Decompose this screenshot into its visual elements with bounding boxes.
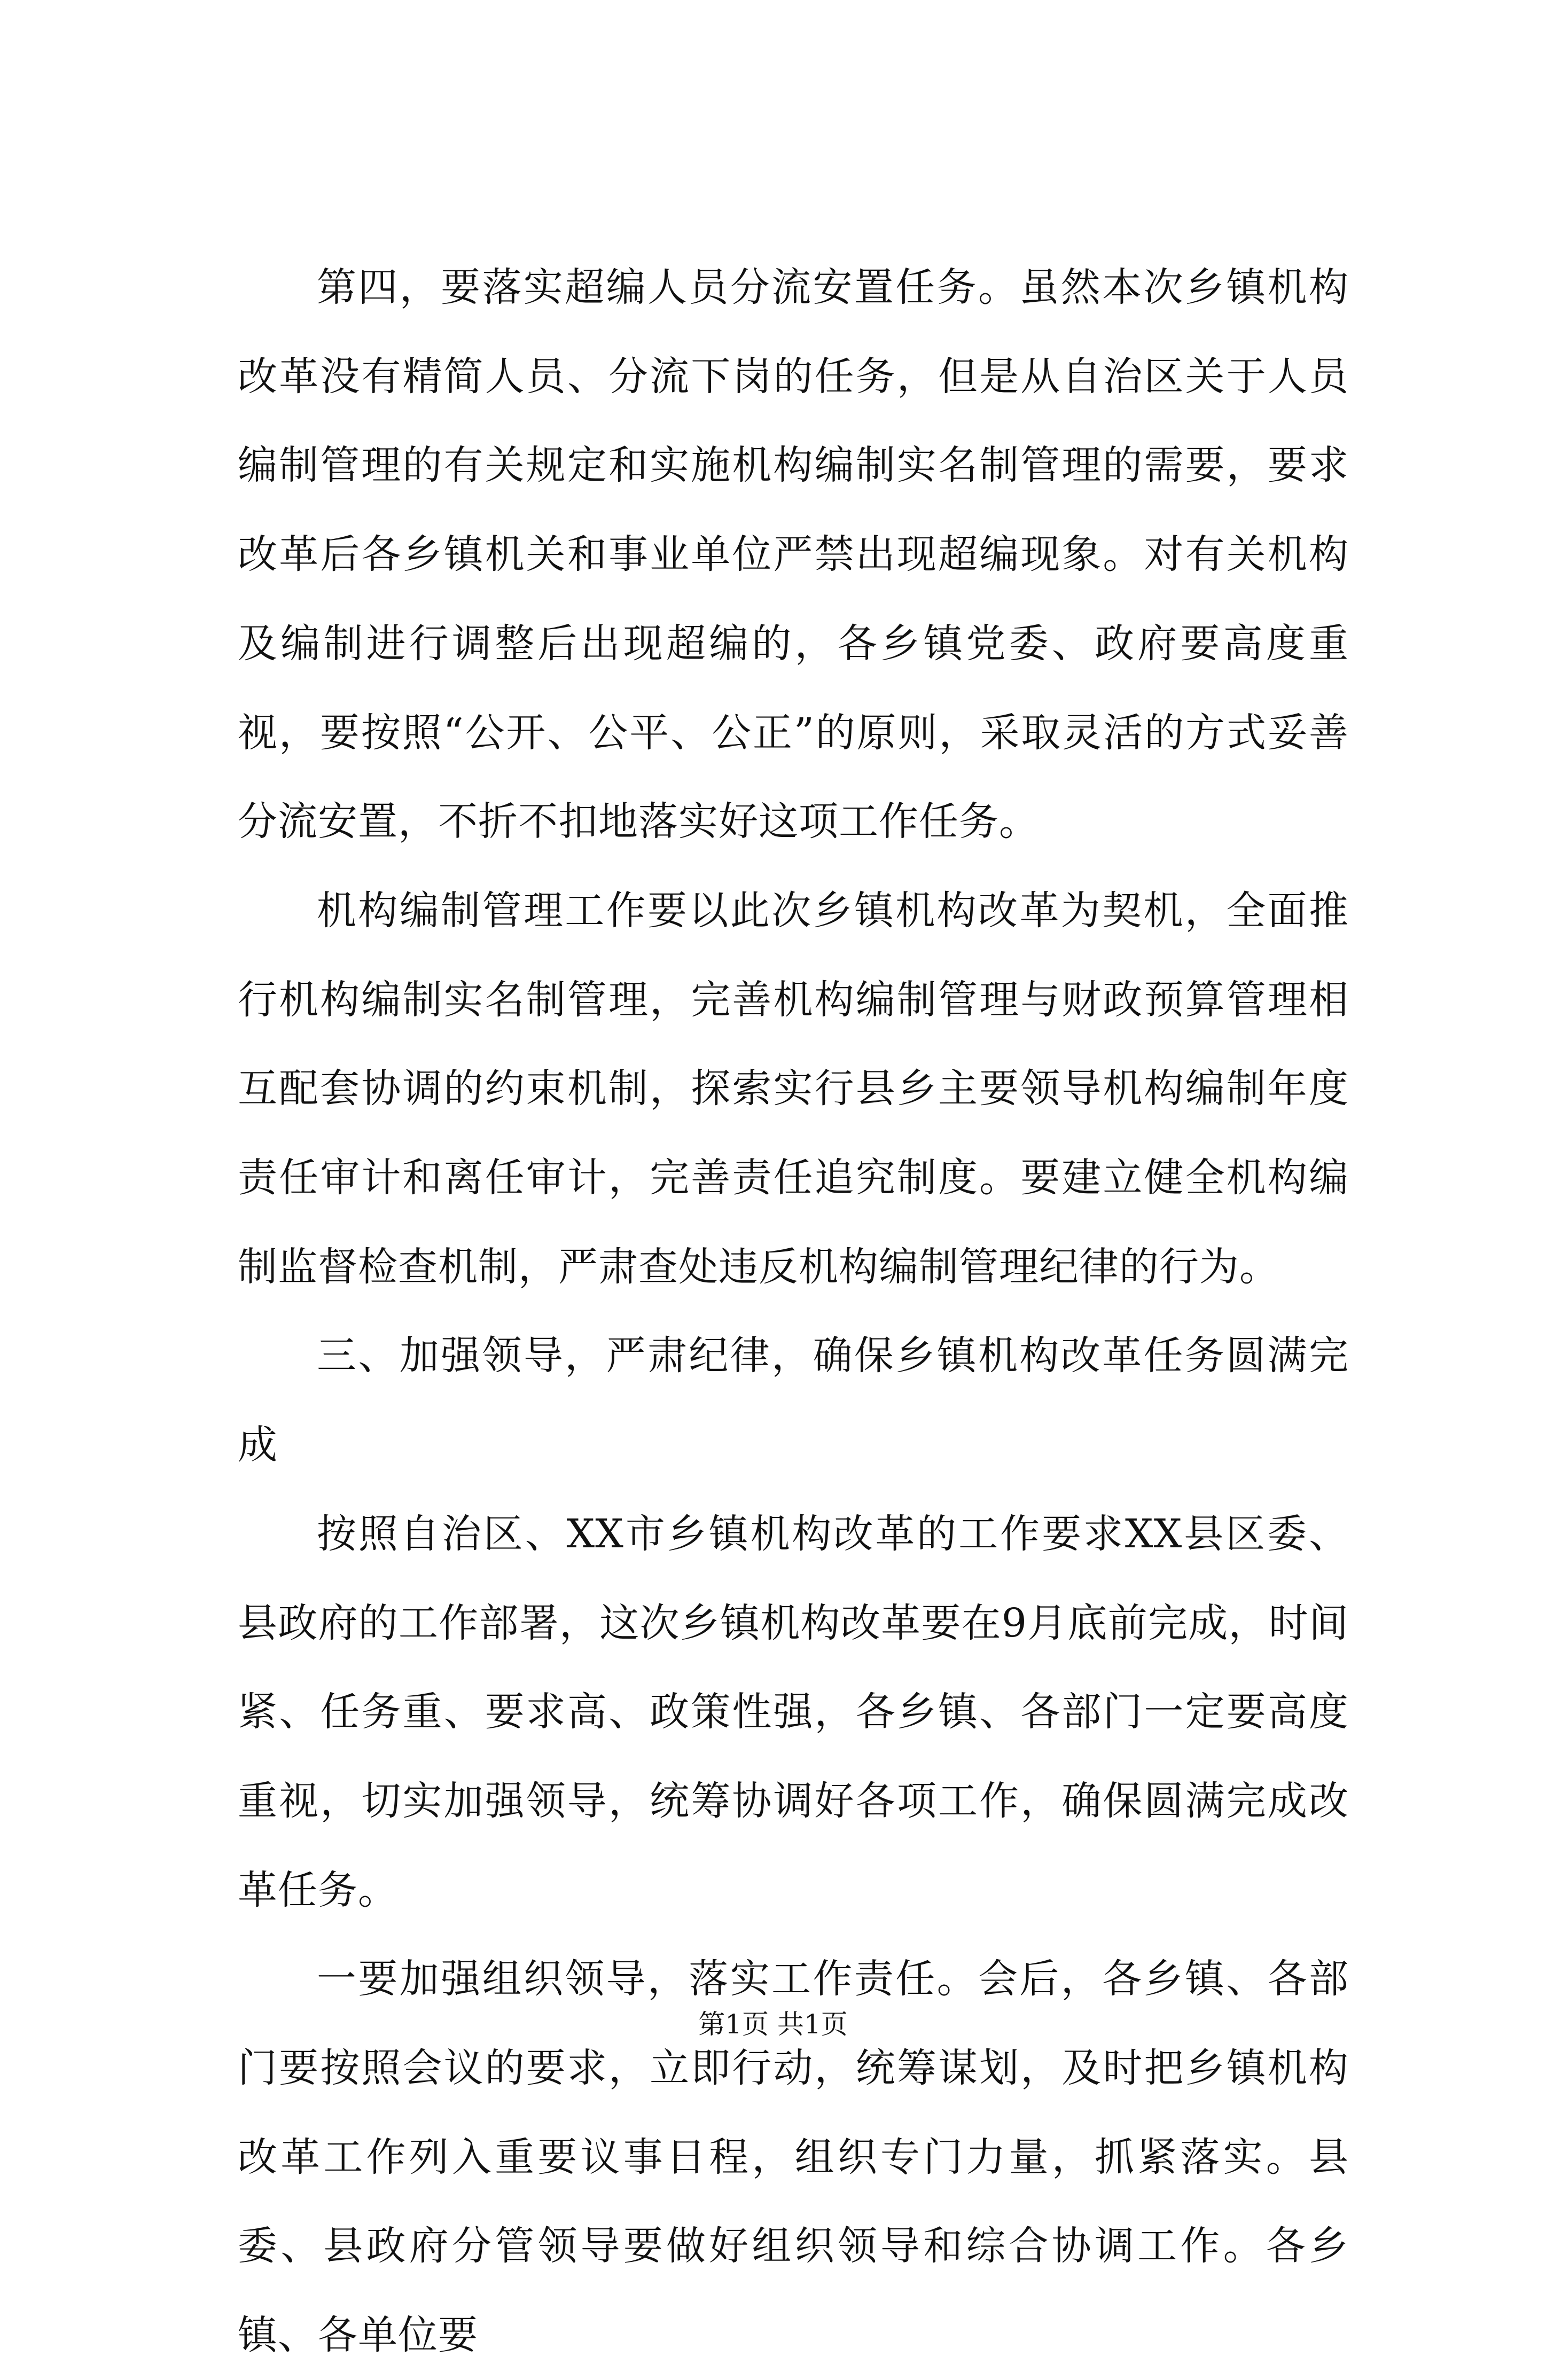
document-body	[238, 243, 1349, 2380]
paragraph-staffing-management: 机构编制管理工作要以此次乡镇机构改革为契机，全面推行机构编制实名制管理，完善机构编制管理与财政预算管理相互配套协调的约束机制，探索实行县乡主要领导机构编制年度责任审计和离任审计，完善责任追究制度。要建立健全机构编制监督检查机制，严肃查处违反机构编制管理纪律的行为。	[238, 887, 1349, 1290]
page-footer: 第1页 共1页	[698, 2009, 848, 2040]
section-heading-leadership: 三、加强领导，严肃纪律，确保乡镇机构改革任务圆满完成	[238, 1333, 1349, 1468]
paragraph-reform-schedule: 按照自治区、XX市乡镇机构改革的工作要求XX县区委、县政府的工作部署，这次乡镇机构改革要在9月底前完成，时间紧、任务重、要求高、政策性强，各乡镇、各部门一定要高度重视，切实加强领导，统筹协调好各项工作，确保圆满完成改革任务。	[238, 1510, 1349, 1913]
paragraph-surplus-staff: 第四，要落实超编人员分流安置任务。虽然本次乡镇机构改革没有精简人员、分流下岗的任务，但是从自治区关于人员编制管理的有关规定和实施机构编制实名制管理的需要，要求改革后各乡镇机关和事业单位严禁出现超编现象。对有关机构及编制进行调整后出现超编的，各乡镇党委、政府要高度重视，要按照“公开、公平、公正”的原则，采取灵活的方式妥善分流安置，不折不扣地落实好这项工作任务。	[238, 264, 1349, 845]
paragraph-organizational-leadership: 一要加强组织领导，落实工作责任。会后，各乡镇、各部门要按照会议的要求，立即行动，统筹谋划，及时把乡镇机构改革工作列入重要议事日程，组织专门力量，抓紧落实。县委、县政府分管领导要做好组织领导和综合协调工作。各乡镇、各单位要	[238, 1956, 1349, 2359]
